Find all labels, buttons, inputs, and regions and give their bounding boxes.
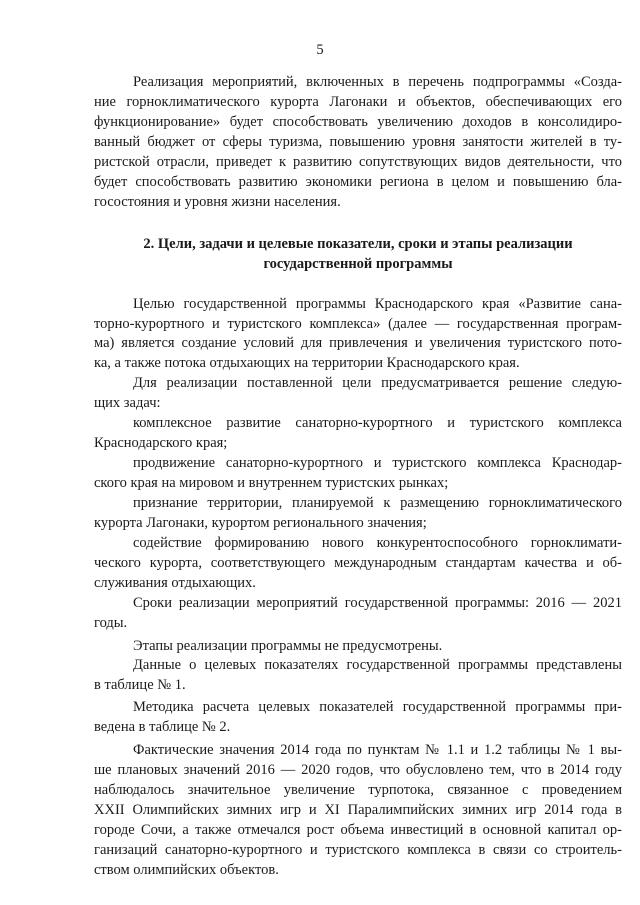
text-line: Сроки реализации мероприятий государственной программы: 2016 — 2021 [133, 595, 622, 611]
text-line: функционирование» будет способствовать увеличению доходов в консолидиро- [94, 114, 622, 130]
page-number: 5 [316, 42, 324, 58]
heading-line: государственной программы [263, 256, 453, 272]
text-line: торно-курортного и туристского комплекса» (далее — государственная програм- [94, 316, 622, 332]
text-line: госостояния и уровня жизни населения. [94, 194, 341, 210]
text-line: признание территории, планируемой к размещению горноклиматического [133, 495, 622, 511]
text-line: ванный бюджет от сферы туризма, повышению уровня занятости жителей в ту- [94, 134, 622, 150]
text-line: Этапы реализации программы не предусмотрены. [133, 638, 443, 654]
text-line: ристской отрасли, приведет к развитию сопутствующих видов деятельности, что [94, 154, 622, 170]
text-line: наблюдалось значительное увеличение турпотока, связанное с проведением [94, 782, 622, 798]
heading-line: 2. Цели, задачи и целевые показатели, сроки и этапы реализации [143, 236, 573, 252]
text-line: ством олимпийских объектов. [94, 862, 279, 878]
text-line: будет способствовать развитию экономики региона в целом и повышению бла- [94, 174, 622, 190]
text-line: в таблице № 1. [94, 677, 186, 693]
text-line: Данные о целевых показателях государственной программы представлены [133, 657, 622, 673]
text-line: комплексное развитие санаторно-курортного и туристского комплекса [133, 415, 622, 431]
text-line: ведена в таблице № 2. [94, 719, 231, 735]
text-line: служивания отдыхающих. [94, 575, 256, 591]
text-line: курорта Лагонаки, курортом регионального значения; [94, 515, 427, 531]
text-line: Реализация мероприятий, включенных в перечень подпрограммы «Созда- [133, 74, 622, 90]
text-line: ского края на мировом и внутреннем туристских рынках; [94, 475, 449, 491]
text-line: годы. [94, 615, 128, 631]
text-line: Целью государственной программы Краснодарского края «Развитие сана- [133, 296, 622, 312]
text-line: Фактические значения 2014 года по пунктам № 1.1 и 1.2 таблицы № 1 вы- [133, 742, 622, 758]
text-line: ма) является создание условий для привлечения и увеличения туристского пото- [94, 335, 622, 351]
text-line: ганизаций санаторно-курортного и туристского комплекса в связи со строитель- [94, 842, 622, 858]
text-line: ше плановых значений 2016 — 2020 годов, что обусловлено тем, что в 2014 году [94, 762, 622, 778]
text-line: продвижение санаторно-курортного и туристского комплекса Краснодар- [133, 455, 622, 471]
text-line: щих задач: [94, 395, 161, 411]
text-line: ческого курорта, соответствующего международным стандартам качества и об- [94, 555, 622, 571]
text-line: содействие формированию нового конкурентоспособного горноклимати- [133, 535, 622, 551]
text-line: Методика расчета целевых показателей государственной программы при- [133, 699, 622, 715]
text-line: городе Сочи, а также отмечался рост объема инвестиций в основной капитал ор- [94, 822, 622, 838]
text-line: Краснодарского края; [94, 435, 228, 451]
text-line: ние горноклиматического курорта Лагонаки и объектов, обеспечивающих его [94, 94, 622, 110]
text-line: XXII Олимпийских зимних игр и XI Паралимпийских зимних игр 2014 года в [94, 802, 622, 818]
text-line: Для реализации поставленной цели предусматривается решение следую- [133, 375, 622, 391]
text-line: ка, а также потока отдыхающих на территории Краснодарского края. [94, 355, 520, 371]
